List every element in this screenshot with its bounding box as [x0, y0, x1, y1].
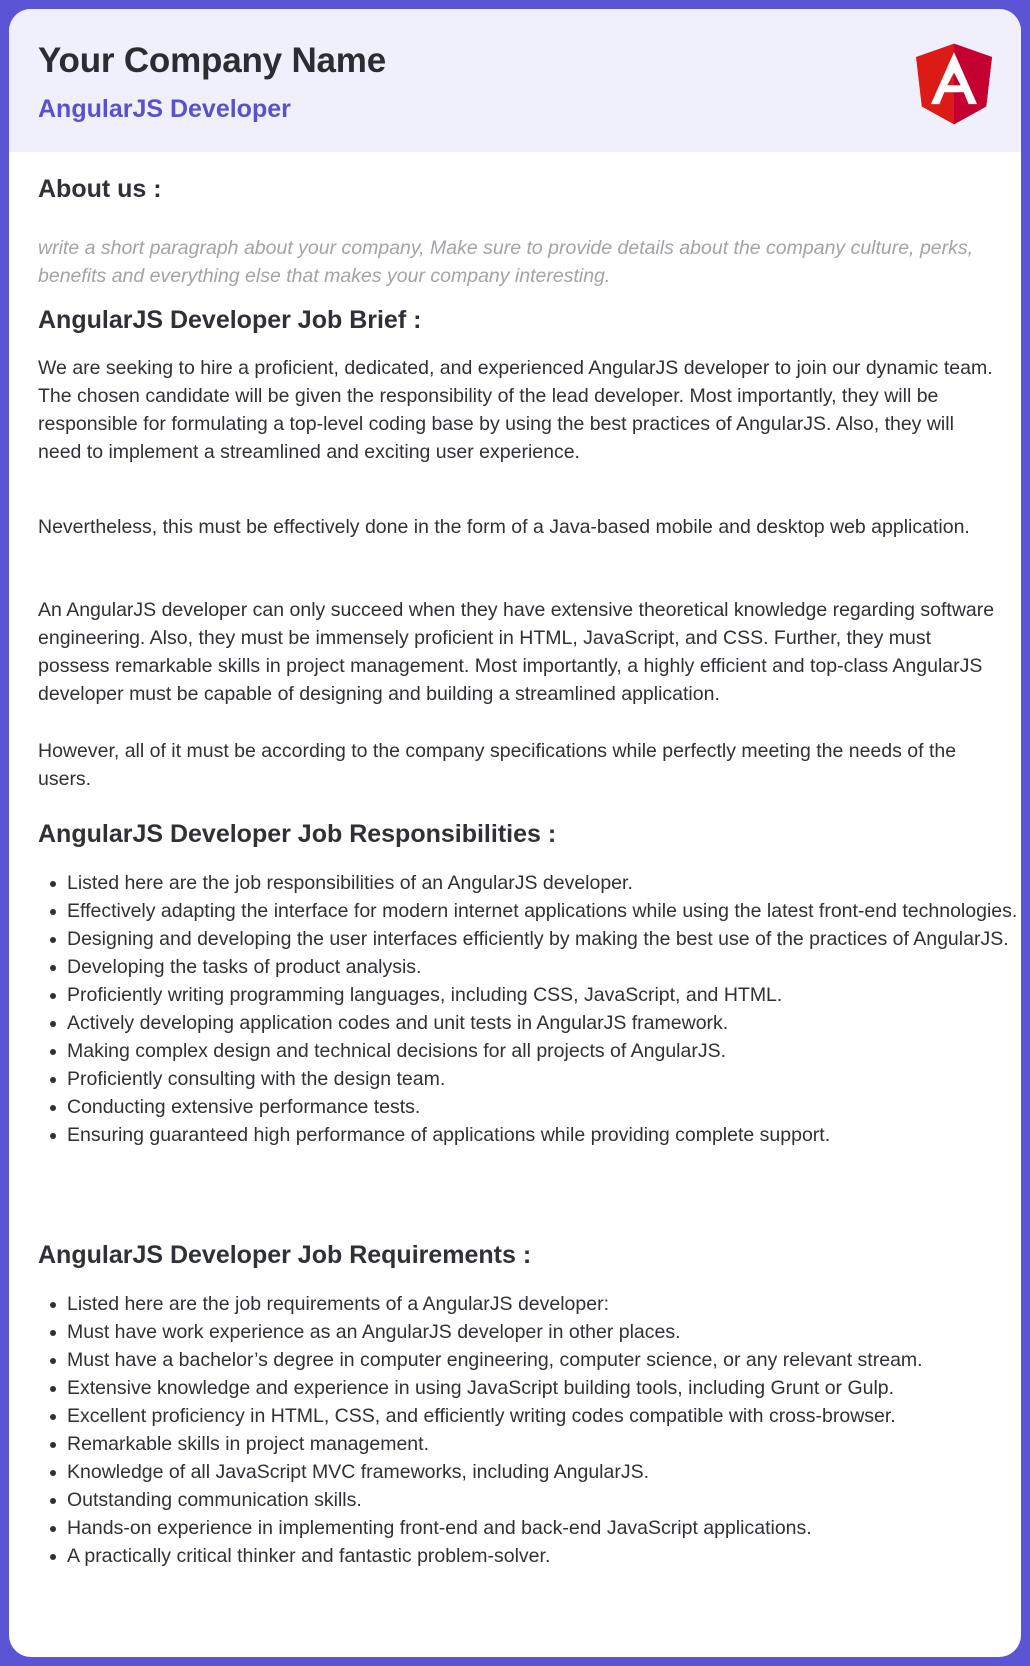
job-brief-paragraph: We are seeking to hire a proficient, dedicated, and experienced AngularJS developer to join our dynamic team. The chosen candidate will be given the responsibility of the lead developer. Most importantly, they will be responsible for formulating a top-level coding base by using the best practices of AngularJS. Also, they will need to implement a streamlined and exciting user experience. [38, 357, 993, 463]
list-item: Excellent proficiency in HTML, CSS, and efficiently writing codes compatible with cross-browser. [67, 1402, 1021, 1430]
list-item: Hands-on experience in implementing front-end and back-end JavaScript applications. [67, 1514, 1021, 1542]
list-item: A practically critical thinker and fantastic problem-solver. [67, 1542, 1021, 1570]
list-item: Effectively adapting the interface for modern internet applications while using the latest front-end technologies. [67, 897, 1021, 925]
angular-logo-icon [916, 43, 992, 125]
list-item: Outstanding communication skills. [67, 1486, 1021, 1514]
about-heading: About us : [38, 175, 162, 203]
list-item: Listed here are the job requirements of a AngularJS developer: [67, 1290, 1021, 1318]
job-description-card [9, 9, 1021, 1657]
job-brief-paragraph: However, all of it must be according to the company specifications while perfectly meeting the needs of the users. [38, 740, 957, 790]
job-brief-paragraph: Nevertheless, this must be effectively done in the form of a Java-based mobile and desktop web application. [38, 516, 970, 538]
list-item: Proficiently consulting with the design team. [67, 1065, 1021, 1093]
header [9, 9, 1021, 152]
requirements-list [38, 1290, 1021, 1570]
job-title: AngularJS Developer [38, 95, 291, 123]
list-item: Must have a bachelor’s degree in computer engineering, computer science, or any relevant stream. [67, 1346, 1021, 1374]
list-item: Conducting extensive performance tests. [67, 1093, 1021, 1121]
list-item: Extensive knowledge and experience in using JavaScript building tools, including Grunt or Gulp. [67, 1374, 1021, 1402]
list-item: Proficiently writing programming languages, including CSS, JavaScript, and HTML. [67, 981, 1021, 1009]
list-item: Remarkable skills in project management. [67, 1430, 1021, 1458]
about-text: write a short paragraph about your company, Make sure to provide details about the company culture, perks, benefits and everything else that makes your company interesting. [38, 237, 974, 287]
list-item: Knowledge of all JavaScript MVC frameworks, including AngularJS. [67, 1458, 1021, 1486]
list-item: Must have work experience as an AngularJS developer in other places. [67, 1318, 1021, 1346]
list-item: Developing the tasks of product analysis. [67, 953, 1021, 981]
list-item: Making complex design and technical decisions for all projects of AngularJS. [67, 1037, 1021, 1065]
responsibilities-heading: AngularJS Developer Job Responsibilities : [38, 820, 557, 848]
list-item: Designing and developing the user interfaces efficiently by making the best use of the practices of AngularJS. [67, 925, 1021, 953]
list-item: Actively developing application codes and unit tests in AngularJS framework. [67, 1009, 1021, 1037]
requirements-heading: AngularJS Developer Job Requirements : [38, 1241, 532, 1269]
job-brief-heading: AngularJS Developer Job Brief : [38, 306, 422, 334]
job-brief-paragraph: An AngularJS developer can only succeed when they have extensive theoretical knowledge regarding software engineering. Also, they must be immensely proficient in HTML, JavaScript, and CSS. Further, they must possess remarkable skills in project management. Most importantly, a highly efficient and top-class AngularJS developer must be capable of designing and building a streamlined application. [38, 599, 995, 705]
list-item: Listed here are the job responsibilities of an AngularJS developer. [67, 869, 1021, 897]
company-name: Your Company Name [38, 41, 386, 80]
responsibilities-list [38, 869, 1021, 1149]
list-item: Ensuring guaranteed high performance of applications while providing complete support. [67, 1121, 1021, 1149]
